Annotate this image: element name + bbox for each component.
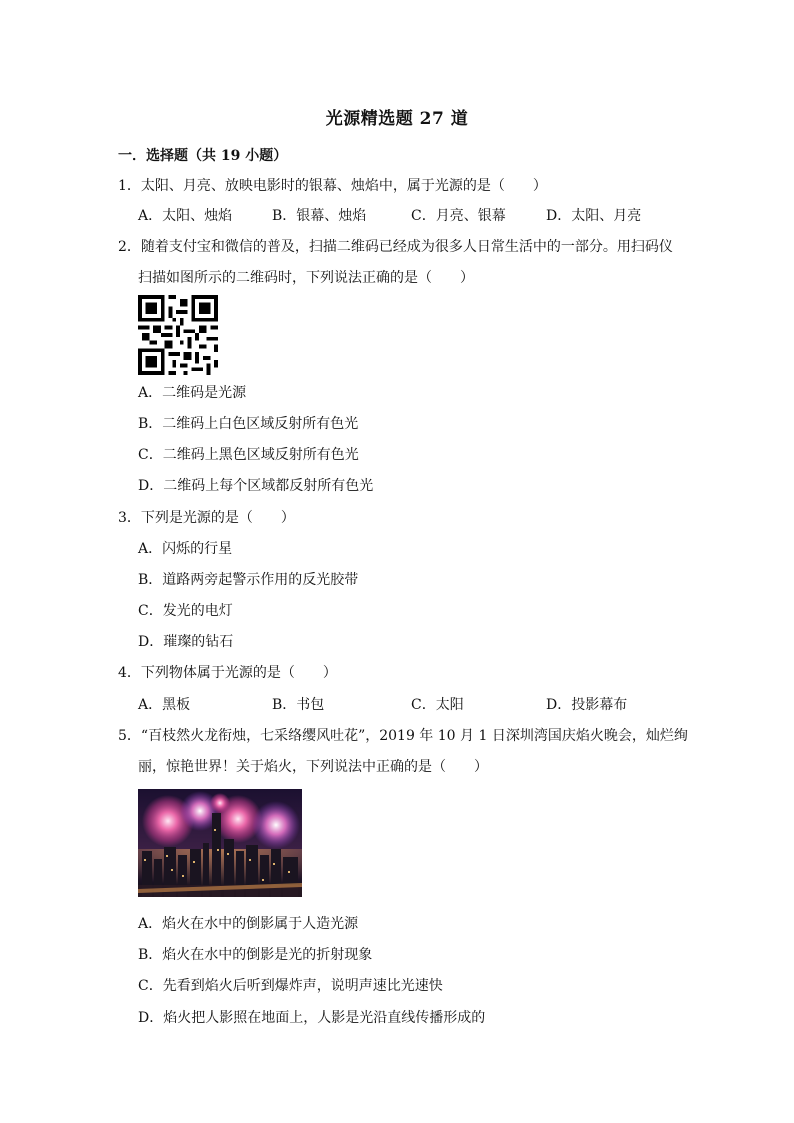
question-4-option-a: A．黑板	[138, 697, 191, 713]
question-5-option-a: A．焰火在水中的倒影属于人造光源	[138, 916, 359, 932]
question-5-option-d: D．焰火把人影照在地面上，人影是光沿直线传播形成的	[138, 1010, 486, 1026]
fireworks-photo	[138, 789, 302, 897]
question-1-option-d: D．太阳、月亮	[546, 208, 642, 224]
question-5-stem-line-1: 5．“百枝然火龙衔烛，七采络缨风吐花”，2019 年 10 月 1 日深圳湾国庆焰火晚会，灿烂绚	[118, 728, 688, 744]
question-2-stem-line-1: 2．随着支付宝和微信的普及，扫描二维码已经成为很多人日常生活中的一部分。用扫码仪	[118, 239, 673, 255]
question-1-option-b: B．银幕、烛焰	[272, 208, 367, 224]
qr-code-image	[138, 295, 218, 375]
question-1-option-a: A．太阳、烛焰	[138, 208, 233, 224]
question-2-option-c: C．二维码上黑色区域反射所有色光	[138, 447, 359, 463]
question-3-option-c: C．发光的电灯	[138, 603, 233, 619]
question-3-stem: 3．下列是光源的是（ ）	[118, 510, 295, 526]
question-1-option-c: C．月亮、银幕	[411, 208, 506, 224]
question-5-option-b: B．焰火在水中的倒影是光的折射现象	[138, 947, 373, 963]
question-5-option-c: C．先看到焰火后听到爆炸声，说明声速比光速快	[138, 978, 443, 994]
question-1-stem: 1．太阳、月亮、放映电影时的银幕、烛焰中，属于光源的是（ ）	[118, 178, 547, 194]
question-2-option-b: B．二维码上白色区域反射所有色光	[138, 416, 359, 432]
question-4-option-b: B．书包	[272, 697, 325, 713]
question-2-stem-line-2: 扫描如图所示的二维码时，下列说法正确的是（ ）	[138, 270, 474, 286]
question-2-option-d: D．二维码上每个区域都反射所有色光	[138, 478, 374, 494]
question-5-stem-line-2: 丽，惊艳世界！关于焰火，下列说法中正确的是（ ）	[138, 759, 488, 775]
section-heading: 一．选择题（共 19 小题）	[118, 148, 288, 164]
page-title: 光源精选题 27 道	[325, 109, 469, 129]
question-2-option-a: A．二维码是光源	[138, 385, 247, 401]
question-4-option-c: C．太阳	[411, 697, 464, 713]
question-4-stem: 4．下列物体属于光源的是（ ）	[118, 665, 337, 681]
question-3-option-b: B．道路两旁起警示作用的反光胶带	[138, 572, 359, 588]
question-3-option-d: D．璀璨的钻石	[138, 634, 234, 650]
question-3-option-a: A．闪烁的行星	[138, 541, 233, 557]
question-4-option-d: D．投影幕布	[546, 697, 628, 713]
